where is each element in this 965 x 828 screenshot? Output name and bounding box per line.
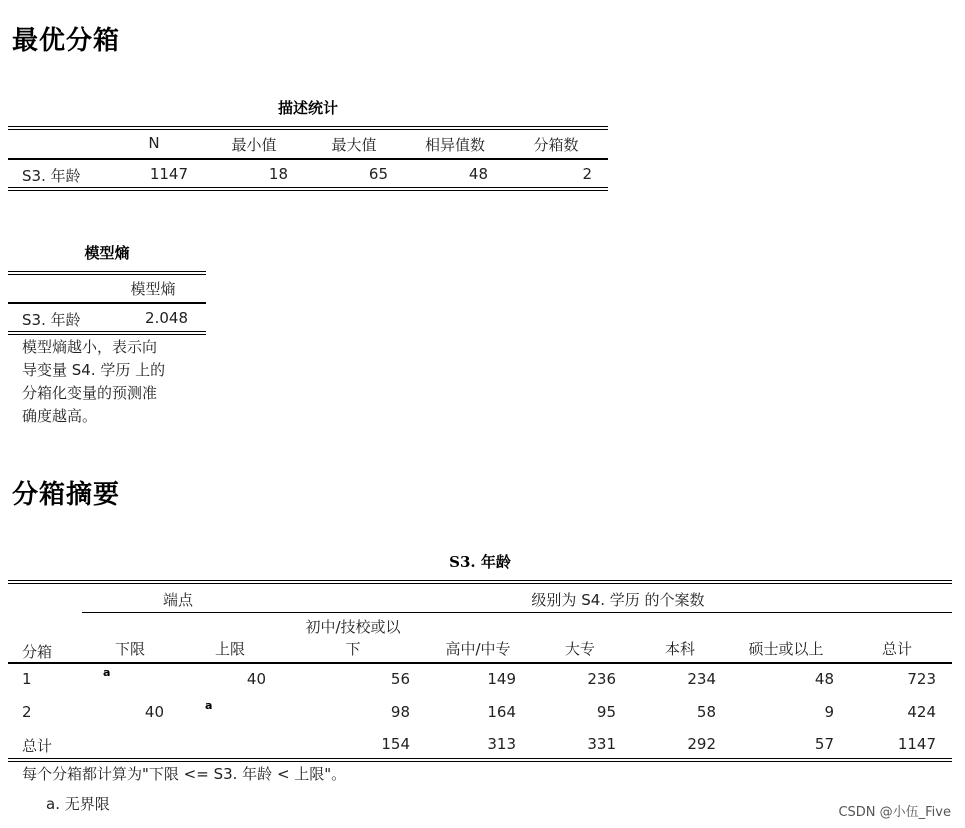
cell-c3: 95 (596, 703, 616, 721)
entropy-caption: 模型熵 (84, 244, 130, 262)
entropy-row-label: S3. 年龄 (22, 311, 81, 329)
section-title-binning-summary: 分箱摘要 (12, 480, 121, 510)
group-header-endpoint: 端点 (162, 591, 193, 609)
row-label: S3. 年龄 (22, 167, 81, 185)
cell-c4: 234 (687, 670, 716, 688)
col-header-c3: 大专 (564, 640, 595, 658)
value-distinct: 48 (468, 165, 488, 183)
value-min: 18 (268, 165, 288, 183)
footnote-marker: a (103, 666, 111, 679)
table-rule (8, 758, 952, 759)
header-bins: 分箱数 (533, 136, 579, 154)
summary-footnote-a: a. 无界限 (46, 795, 110, 813)
cell-lower: 40 (144, 703, 164, 721)
col-header-bin: 分箱 (22, 643, 53, 661)
table-rule (8, 302, 206, 304)
section-title-optimal-binning: 最优分箱 (12, 26, 121, 56)
table-rule (8, 331, 206, 332)
entropy-note (22, 336, 165, 428)
entropy-note-line: 确度越高。 (22, 407, 98, 425)
cell-c5: 57 (814, 735, 834, 753)
table-rule (8, 158, 608, 160)
entropy-value: 2.048 (145, 309, 188, 327)
cell-upper: 40 (246, 670, 266, 688)
table-rule (8, 274, 206, 275)
cell-c2: 149 (487, 670, 516, 688)
header-distinct: 相异值数 (424, 136, 485, 154)
header-min: 最小值 (231, 136, 277, 154)
desc-stats-caption: 描述统计 (277, 99, 338, 117)
entropy-header: 模型熵 (130, 280, 176, 298)
cell-c1: 98 (390, 703, 410, 721)
cell-c4: 58 (696, 703, 716, 721)
summary-footnote: 每个分箱都计算为"下限 <= S3. 年龄 < 上限"。 (22, 765, 347, 783)
cell-c2: 313 (487, 735, 516, 753)
watermark: CSDN @小伍_Five (838, 805, 951, 820)
cell-c3: 236 (587, 670, 616, 688)
value-n: 1147 (149, 165, 188, 183)
table-rule (8, 662, 952, 664)
col-header-c5: 硕士或以上 (748, 640, 824, 658)
table-rule (8, 187, 608, 188)
cell-c3: 331 (587, 735, 616, 753)
value-bins: 2 (582, 165, 592, 183)
entropy-note-line: 模型熵越小，表示向 (22, 338, 158, 356)
table-rule (8, 334, 206, 335)
table-rule (8, 583, 952, 584)
cell-bin: 1 (22, 670, 32, 688)
cell-c1: 154 (381, 735, 410, 753)
group-header-counts: 级别为 S4. 学历 的个案数 (531, 591, 705, 609)
table-rule (8, 761, 952, 762)
cell-c5: 48 (814, 670, 834, 688)
entropy-note-line: 分箱化变量的预测准 (22, 384, 158, 402)
table-rule (8, 126, 608, 127)
cell-c5: 9 (824, 703, 834, 721)
footnote-marker: a (205, 699, 213, 712)
cell-c2: 164 (487, 703, 516, 721)
table-rule (8, 580, 952, 581)
table-rule (8, 129, 608, 130)
header-max: 最大值 (331, 136, 377, 154)
cell-total: 424 (907, 703, 936, 721)
col-header-c4: 本科 (664, 640, 695, 658)
col-header-c1-line2: 下 (345, 640, 361, 658)
col-header-c1-line1: 初中/技校或以 (305, 618, 401, 636)
col-header-total: 总计 (881, 640, 912, 658)
cell-c4: 292 (687, 735, 716, 753)
col-header-c2: 高中/中专 (445, 640, 511, 658)
cell-c1: 56 (390, 670, 410, 688)
table-rule (8, 271, 206, 272)
cell-bin: 总计 (22, 737, 53, 755)
entropy-note-line: 导变量 S4. 学历 上的 (22, 361, 166, 379)
cell-total: 1147 (897, 735, 936, 753)
summary-caption: S3. 年龄 (449, 553, 511, 571)
col-header-lower: 下限 (114, 640, 145, 658)
value-max: 65 (368, 165, 388, 183)
col-header-upper: 上限 (214, 640, 245, 658)
header-n: N (148, 134, 160, 152)
table-rule (8, 190, 608, 191)
cell-total: 723 (907, 670, 936, 688)
cell-bin: 2 (22, 703, 32, 721)
table-rule (82, 612, 952, 613)
